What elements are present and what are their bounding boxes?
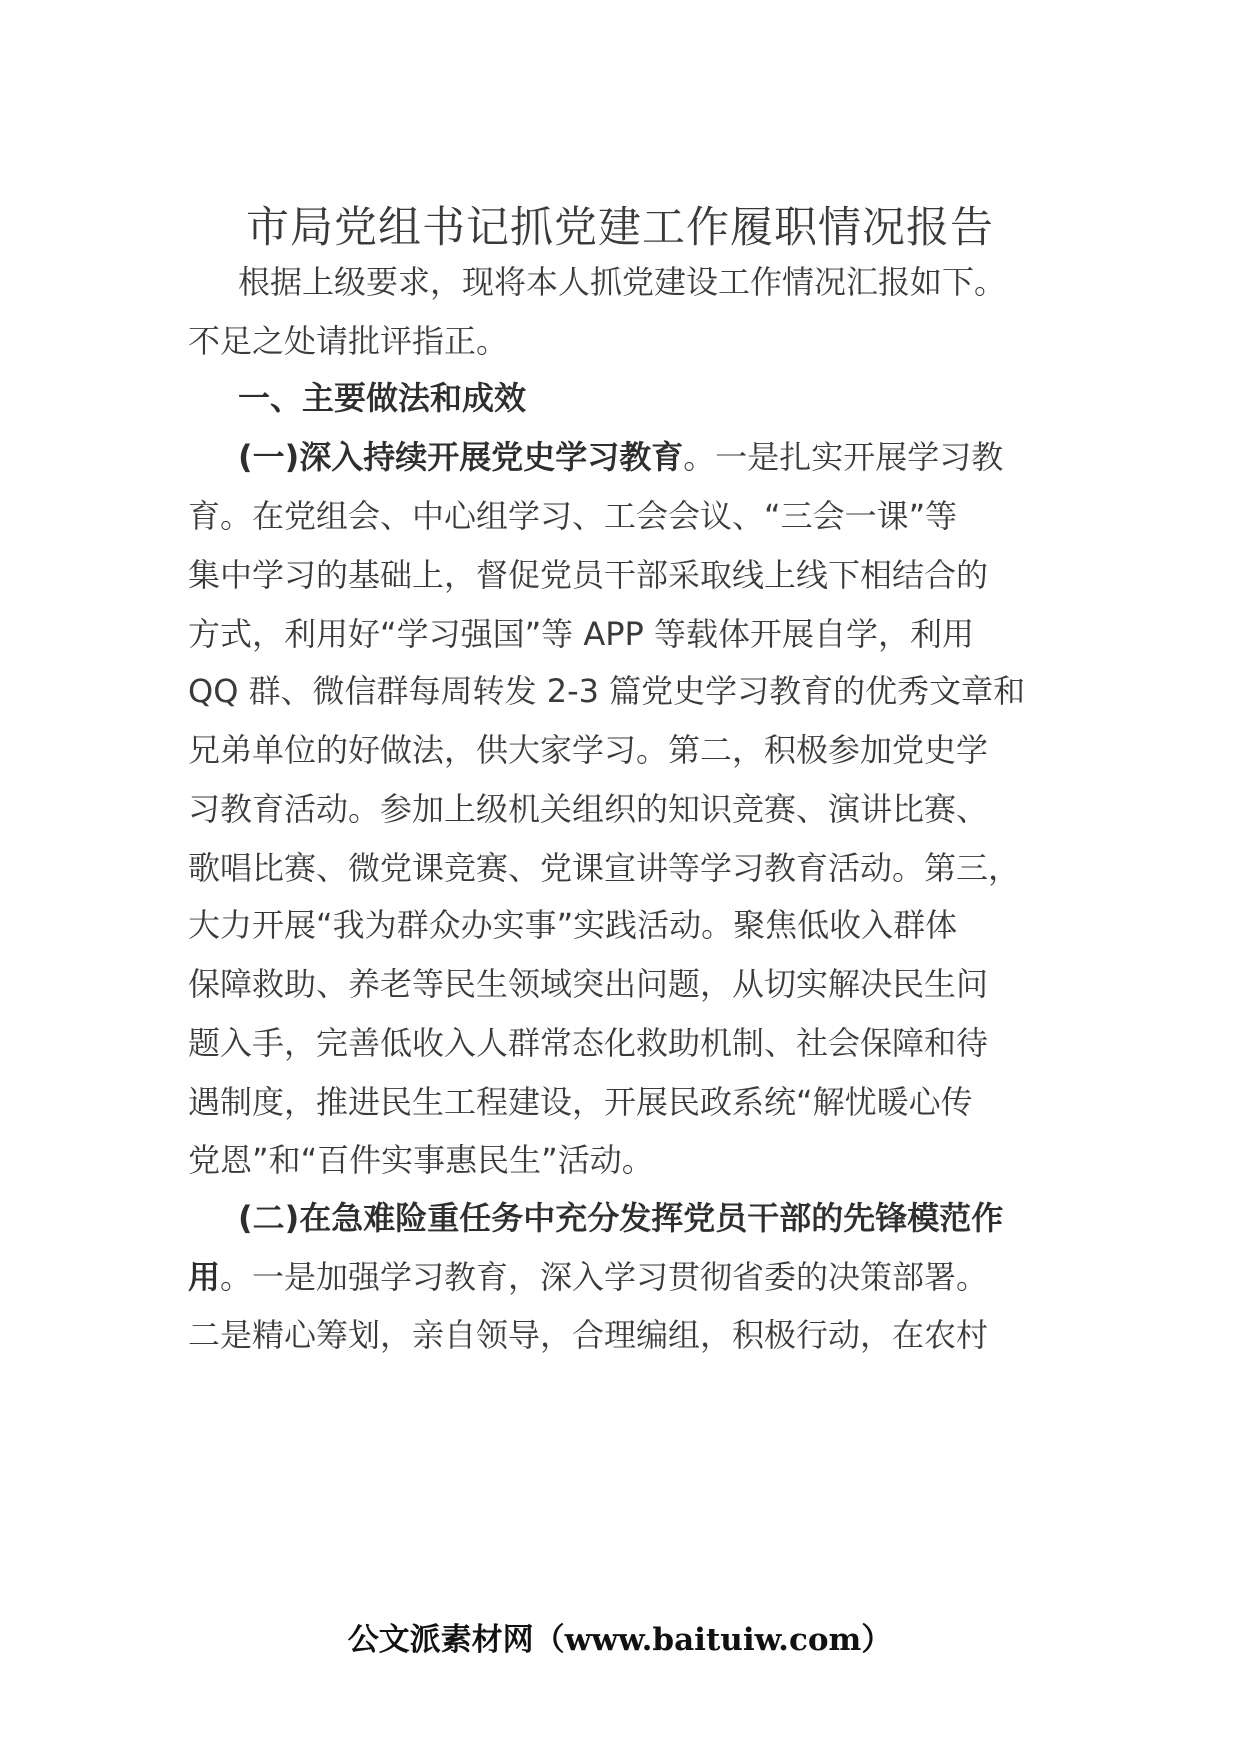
- subsection-1-first-line-text: 。一是扎实开展学习教: [683, 438, 1004, 476]
- paragraph-line: 育。在党组会、中心组学习、工会会议、“三会一课”等: [188, 497, 958, 535]
- document-title: 市局党组书记抓党建工作履职情况报告: [246, 203, 994, 253]
- intro-line-2: 不足之处请批评指正。: [188, 322, 509, 360]
- paragraph-line: 党恩”和“百件实事惠民生”活动。: [188, 1141, 654, 1179]
- subsection-1-first-line: [238, 437, 1118, 477]
- subsection-2-line-2: [188, 1257, 1068, 1297]
- paragraph-line: 二是精心筹划，亲自领导，合理编组，积极行动，在农村: [188, 1316, 989, 1354]
- paragraph-line: 大力开展“我为群众办实事”实践活动。聚焦低收入群体: [188, 906, 958, 944]
- section-heading-1: 一、主要做法和成效: [238, 379, 527, 417]
- paragraph-line: 保障救助、养老等民生领域突出问题，从切实解决民生问: [188, 965, 989, 1003]
- subsection-2-line-2-text: 。一是加强学习教育，深入学习贯彻省委的决策部署。: [220, 1258, 989, 1296]
- footer-watermark: 公文派素材网（www.baituiw.com）: [347, 1622, 893, 1658]
- paragraph-line: 遇制度，推进民生工程建设，开展民政系统“解忧暖心传: [188, 1083, 973, 1121]
- paragraph-line: 习教育活动。参加上级机关组织的知识竞赛、演讲比赛、: [188, 790, 989, 828]
- paragraph-line: 兄弟单位的好做法，供大家学习。第二，积极参加党史学: [188, 731, 989, 769]
- paragraph-line: 题入手，完善低收入人群常态化救助机制、社会保障和待: [188, 1024, 989, 1062]
- intro-line-1: 根据上级要求，现将本人抓党建设工作情况汇报如下。: [238, 263, 1007, 301]
- paragraph-line: QQ 群、微信群每周转发 2-3 篇党史学习教育的优秀文章和: [188, 672, 1026, 710]
- paragraph-line: 集中学习的基础上，督促党员干部采取线上线下相结合的: [188, 556, 989, 594]
- subsection-2-heading-end: 用: [188, 1258, 221, 1296]
- paragraph-line: 歌唱比赛、微党课竞赛、党课宣讲等学习教育活动。第三，: [188, 849, 1021, 887]
- subsection-1-heading: (一)深入持续开展党史学习教育: [238, 438, 684, 476]
- subsection-2-heading: (二)在急难险重任务中充分发挥党员干部的先锋模范作: [238, 1199, 1004, 1237]
- paragraph-line: 方式，利用好“学习强国”等 APP 等载体开展自学，利用: [188, 615, 974, 653]
